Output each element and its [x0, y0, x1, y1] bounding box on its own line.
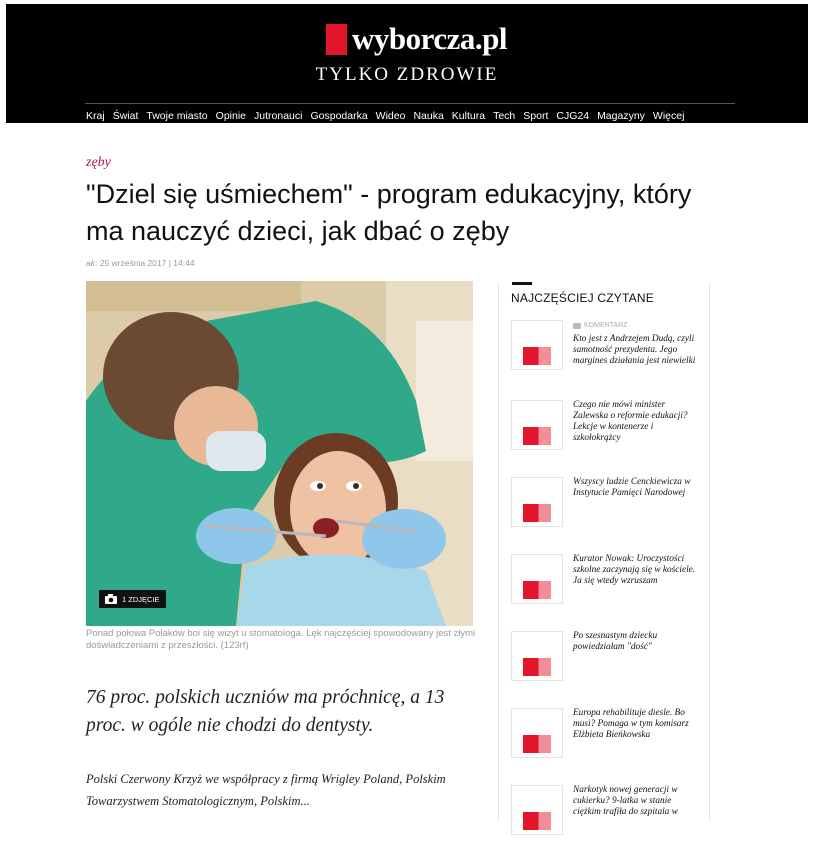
photo-count-label: 1 ZDJĘCIE: [122, 594, 160, 604]
most-read-sidebar: [498, 282, 710, 822]
author-initials: ak: [86, 258, 95, 268]
publish-date: 25 września 2017 | 14:44: [99, 258, 195, 268]
sidebar-accent-bar: [512, 282, 532, 285]
article-category-link[interactable]: zęby: [86, 155, 111, 170]
nav-item-nauka[interactable]: Nauka: [413, 110, 444, 122]
nav-item-kraj[interactable]: Kraj: [86, 110, 105, 122]
article-body: Polski Czerwony Krzyż we współpracy z firmą Wrigley Poland, Polskim Towarzystwem Stomatologicznym, Polskim...: [86, 772, 446, 808]
nav-item-sport[interactable]: Sport: [523, 110, 549, 122]
item-thumbnail: [511, 708, 563, 758]
item-text-block: [573, 320, 701, 367]
nav-item-wideo[interactable]: Wideo: [375, 110, 406, 122]
comment-label: KOMENTARZ: [584, 322, 628, 329]
item-title: Czego nie mówi minister Zalewska o reformie edukacji? Lekcje w kontenerze i szkołokrążcy: [573, 400, 688, 443]
dentist-photo-illustration: [86, 281, 473, 626]
most-read-item[interactable]: [511, 785, 697, 855]
section-subtitle: TYLKO ZDROWIE: [315, 64, 499, 85]
article-meta: ak: 25 września 2017 | 14:44: [86, 258, 195, 268]
logo-text: wyborcza.pl: [352, 21, 507, 56]
item-thumbnail: [511, 320, 563, 370]
article-title: "Dziel się uśmiechem" - program edukacyjny, który ma nauczyć dzieci, jak dbać o zęby: [86, 179, 692, 246]
item-title: Kurator Nowak: Uroczystości szkolne zaczynają się w kościele. Ja się wtedy wzruszam: [573, 554, 696, 586]
nav-item-gospodarka[interactable]: Gospodarka: [310, 110, 368, 122]
nav-item-jutronauci[interactable]: Jutronauci: [254, 110, 303, 122]
site-logo[interactable]: [326, 22, 507, 56]
logo-red-block: [326, 24, 347, 55]
nav-item-cjg24[interactable]: CJG24: [556, 110, 590, 122]
most-read-item[interactable]: [511, 554, 697, 624]
item-thumbnail: [511, 631, 563, 681]
nav-item-kultura[interactable]: Kultura: [451, 110, 486, 122]
nav-item-twoje-miasto[interactable]: Twoje miasto: [146, 110, 208, 122]
item-title: Europa rehabilituje diesle. Bo musi? Pomaga w tym komisarz Elżbieta Bieńkowska: [573, 708, 689, 740]
item-thumbnail: [511, 785, 563, 835]
site-header: [6, 4, 808, 123]
most-read-item[interactable]: [511, 708, 697, 778]
item-title: Wszyscy ludzie Cenckiewicza w Instytucie Pamięci Narodowej: [573, 477, 691, 498]
item-title: Kto jest z Andrzejem Dudą, czyli samotność prezydenta. Jego margines działania jest niewielki: [573, 334, 696, 366]
nav-item-opinie[interactable]: Opinie: [215, 110, 247, 122]
item-title: Po szesnastym dziecku powiedziałam "dość": [573, 631, 658, 652]
photo-gallery-badge[interactable]: [99, 590, 166, 608]
comment-icon: [573, 323, 581, 329]
item-title: Narkotyk nowej generacji w cukierku? 9-latka w stanie ciężkim trafiła do szpitala w: [573, 785, 678, 817]
nav-item-swiat[interactable]: Świat: [112, 110, 139, 122]
most-read-item[interactable]: [511, 477, 697, 547]
sidebar-heading: NAJCZĘŚCIEJ CZYTANE: [511, 291, 654, 305]
camera-icon: [105, 594, 117, 604]
most-read-item[interactable]: [511, 320, 697, 390]
nav-item-wiecej[interactable]: Więcej: [652, 110, 685, 122]
photo-caption: Ponad połowa Polaków boi się wizyt u stomatologa. Lęk najczęściej spowodowany jest złymi doświadczeniami z przeszłości. (123rf): [86, 628, 476, 651]
article-lead: 76 proc. polskich uczniów ma próchnicę, a 13 proc. w ogóle nie chodzi do dentysty.: [86, 687, 445, 736]
nav-item-tech[interactable]: Tech: [493, 110, 516, 122]
item-thumbnail: [511, 554, 563, 604]
nav-divider: [85, 103, 735, 104]
item-thumbnail: [511, 477, 563, 527]
main-nav: [86, 110, 684, 122]
article-photo[interactable]: [86, 281, 473, 626]
item-thumbnail: [511, 400, 563, 450]
most-read-item[interactable]: [511, 631, 697, 701]
nav-item-magazyny[interactable]: Magazyny: [597, 110, 645, 122]
comment-tag: [573, 320, 701, 331]
most-read-item[interactable]: [511, 400, 697, 470]
